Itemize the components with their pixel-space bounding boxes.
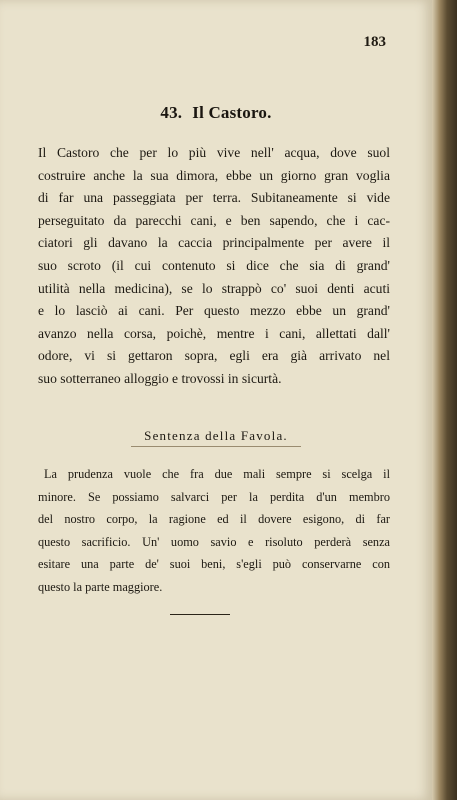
fable-title bbox=[0, 103, 432, 123]
story-line: di far una passeggiata per terra. Subitaneamente si vide bbox=[38, 190, 390, 206]
moral-line: questo la parte maggiore. bbox=[38, 579, 163, 594]
story-line: odore, vi si gettaron sopra, egli era già arrivato nel bbox=[38, 348, 390, 364]
story-line: suo sotterraneo alloggio e trovossi in sicurtà. bbox=[38, 370, 282, 386]
story-line: ciatori gli davano la caccia principalmente per avere il bbox=[38, 235, 390, 251]
moral-line: esitare una parte de' suoi beni, s'egli può conservarne con bbox=[38, 557, 390, 572]
page-number: 183 bbox=[363, 34, 386, 50]
story-line: e lo lasciò ai cani. Per questo mezzo ebbe un grand' bbox=[38, 303, 390, 319]
fable-number: 43. bbox=[160, 103, 183, 122]
story-line: Il Castoro che per lo più vive nell' acqua, dove suol bbox=[38, 145, 390, 160]
fable-title-text: Il Castoro. bbox=[192, 103, 272, 122]
moral-heading-text: Sentenza della Favola. bbox=[144, 428, 288, 443]
moral-line: del nostro corpo, la ragione ed il dovere esigono, di far bbox=[38, 512, 390, 527]
fable-story bbox=[38, 142, 390, 391]
story-line: utilità nella medicina), se lo strappò co' suoi denti acuti bbox=[38, 280, 390, 296]
story-line: perseguitato da parecchi cani, e ben sapendo, che i cac- bbox=[38, 212, 390, 228]
moral-line: questo sacrificio. Un' uomo savio e risoluto perderà senza bbox=[38, 534, 390, 549]
section-divider bbox=[170, 614, 230, 615]
story-line: costruire anche la sua dimora, ebbe un giorno gran voglia bbox=[38, 167, 390, 183]
story-line: avanzo nella corsa, poichè, mentre i cani, allettati dall' bbox=[38, 325, 390, 341]
moral-line: minore. Se possiamo salvarci per la perdita d'un membro bbox=[38, 489, 390, 504]
book-spine-edge bbox=[432, 0, 457, 800]
moral-heading-underline bbox=[131, 446, 301, 447]
moral-text bbox=[38, 463, 390, 599]
moral-line: La prudenza vuole che fra due mali sempre si scelga il bbox=[44, 467, 390, 481]
moral-heading bbox=[0, 428, 432, 447]
story-line: suo scroto (il cui contenuto si dice che sia di grand' bbox=[38, 257, 390, 273]
